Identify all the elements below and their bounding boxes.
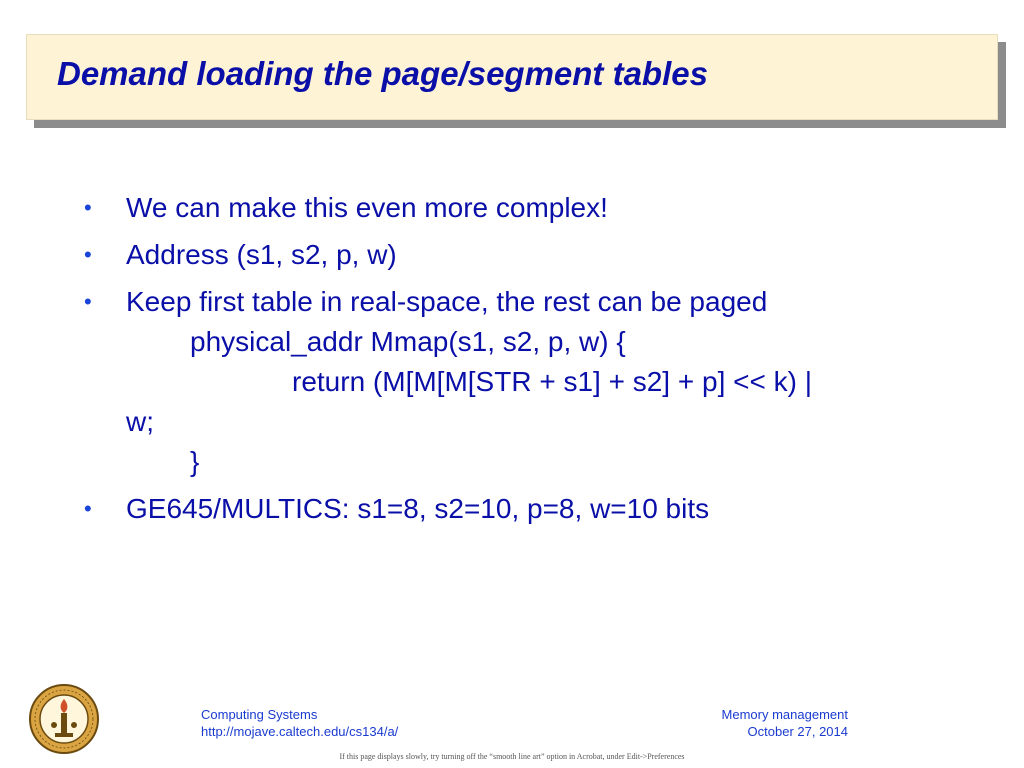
title-banner xyxy=(26,34,998,120)
code-line: physical_addr Mmap(s1, s2, p, w) { xyxy=(190,326,626,357)
bullet-text: Address (s1, s2, p, w) xyxy=(126,239,397,270)
bullet-item xyxy=(84,282,984,482)
caltech-seal-icon xyxy=(28,683,100,755)
bullet-icon: • xyxy=(84,289,92,314)
footer-right xyxy=(722,706,848,740)
code-line: w; xyxy=(126,406,154,437)
bullet-item xyxy=(84,489,984,529)
footer-course: Computing Systems xyxy=(201,707,318,722)
slide-title: Demand loading the page/segment tables xyxy=(57,55,708,92)
bullet-item xyxy=(84,188,984,228)
footnote: If this page displays slowly, try turning off the “smooth line art” option in Acrobat, under Edit->Preferences xyxy=(339,752,685,761)
footer-topic: Memory management xyxy=(721,707,848,722)
slide-content xyxy=(84,188,984,536)
bullet-item xyxy=(84,235,984,275)
code-line: return (M[M[M[STR + s1] + s2] + p] << k) | xyxy=(292,366,812,397)
footer-left xyxy=(201,706,398,740)
footer-url-link[interactable]: http://mojave.caltech.edu/cs134/a/ xyxy=(201,724,399,739)
bullet-icon: • xyxy=(84,195,92,220)
bullet-icon: • xyxy=(84,496,92,521)
code-line: } xyxy=(190,446,200,477)
bullet-text: GE645/MULTICS: s1=8, s2=10, p=8, w=10 bits xyxy=(126,493,710,524)
footer-date: October 27, 2014 xyxy=(747,724,848,739)
bullet-text: We can make this even more complex! xyxy=(126,192,608,223)
bullet-icon: • xyxy=(84,242,92,267)
bullet-text: Keep first table in real-space, the rest can be paged xyxy=(126,286,768,317)
